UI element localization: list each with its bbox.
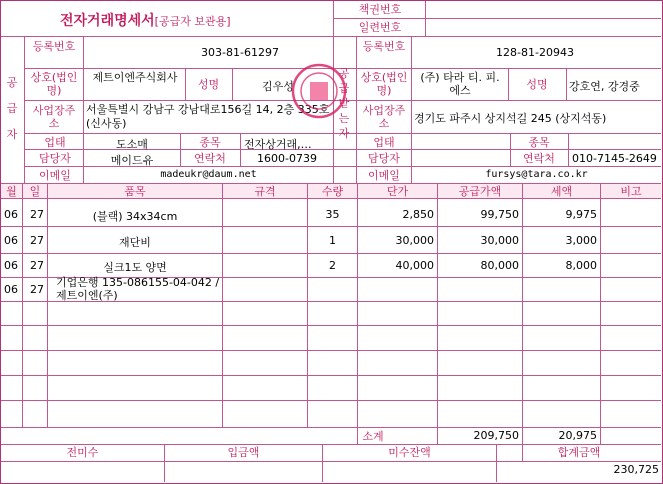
col-day: 일 bbox=[29, 185, 41, 198]
supplier-name: 제트이엔주식회사 bbox=[92, 71, 178, 84]
row-month: 06 bbox=[4, 208, 18, 221]
row-day: 27 bbox=[30, 283, 44, 296]
row-item: 기업은행 135-086155-04-042 / 제트이엔(주) bbox=[56, 276, 220, 302]
col-supply: 공급가액 bbox=[458, 185, 502, 198]
receiver-side-label: 공급받는자 bbox=[338, 67, 350, 140]
row-qty: 35 bbox=[325, 208, 340, 221]
row-supply: 80,000 bbox=[480, 259, 519, 272]
row-month: 06 bbox=[4, 283, 18, 296]
unpaid-label: 전미수 bbox=[66, 446, 99, 459]
row-item: (블랙) 34x34cm bbox=[92, 210, 178, 223]
row-supply: 30,000 bbox=[480, 234, 519, 247]
col-note: 비고 bbox=[620, 185, 642, 198]
supplier-manager-label: 담당자 bbox=[39, 152, 71, 165]
supplier-email: madeukr@daum.net bbox=[160, 169, 257, 180]
row-item: 실크1도 양면 bbox=[103, 261, 167, 274]
supplier-phone-label: 연락처 bbox=[194, 152, 226, 165]
row-day: 27 bbox=[30, 208, 44, 221]
row-tax: 9,975 bbox=[565, 208, 597, 221]
supplier-reg-label: 등록번호 bbox=[32, 40, 76, 53]
receiver-ceo-label: 성명 bbox=[526, 78, 548, 91]
supplier-phone: 1600-0739 bbox=[257, 152, 317, 165]
col-tax: 세액 bbox=[550, 185, 573, 198]
balance-label: 미수잔액 bbox=[388, 446, 431, 459]
subtotal-tax: 20,975 bbox=[558, 429, 597, 442]
receiver-phone-label: 연락처 bbox=[523, 152, 555, 165]
receiver-addr: 경기도 파주시 상지석길 245 (상지석동) bbox=[414, 112, 607, 125]
col-price: 단가 bbox=[386, 185, 409, 198]
receiver-email: fursys@tara.co.kr bbox=[485, 169, 588, 180]
row-price: 2,850 bbox=[402, 208, 434, 221]
receiver-item-label: 종목 bbox=[528, 136, 550, 149]
total-label: 합계금액 bbox=[557, 446, 601, 459]
subtotal-label: 소계 bbox=[362, 430, 384, 443]
supplier-email-label: 이메일 bbox=[39, 169, 71, 182]
supplier-biz-type: 도소매 bbox=[116, 138, 148, 151]
row-tax: 8,000 bbox=[565, 259, 597, 272]
subtotal-supply: 209,750 bbox=[473, 429, 519, 442]
supplier-addr-label: 사업장주소 bbox=[32, 104, 76, 130]
row-qty: 1 bbox=[329, 234, 336, 247]
receiver-name-label: 상호(법인명) bbox=[360, 71, 408, 97]
deposit-label: 입금액 bbox=[227, 446, 260, 459]
supplier-item-label: 종목 bbox=[199, 136, 221, 149]
row-month: 06 bbox=[4, 259, 18, 272]
row-qty: 2 bbox=[329, 259, 336, 272]
receiver-manager-label: 담당자 bbox=[368, 152, 400, 165]
col-qty: 수량 bbox=[321, 185, 344, 198]
total-amount: 230,725 bbox=[613, 463, 659, 476]
receiver-reg-label: 등록번호 bbox=[362, 40, 406, 53]
receiver-ceo: 강호연, 강경중 bbox=[569, 80, 640, 93]
doc-title: 전자거래명세서[공급자 보관용] bbox=[60, 13, 231, 29]
supplier-reg: 303-81-61297 bbox=[201, 46, 279, 59]
receiver-name: (주) 타라 티. 피. 에스 bbox=[420, 71, 500, 97]
row-month: 06 bbox=[4, 234, 18, 247]
supplier-item: 전자상거래,… bbox=[244, 138, 312, 151]
supplier-side-label: 공급자 bbox=[6, 76, 18, 141]
receiver-phone: 010-7145-2649 bbox=[572, 152, 657, 165]
supplier-ceo: 김우성 bbox=[262, 80, 294, 93]
row-day: 27 bbox=[30, 234, 44, 247]
supplier-ceo-label: 성명 bbox=[197, 78, 220, 91]
row-price: 30,000 bbox=[395, 234, 434, 247]
row-tax: 3,000 bbox=[565, 234, 597, 247]
serial-label: 일련번호 bbox=[358, 21, 402, 34]
col-item: 품목 bbox=[124, 185, 146, 198]
receiver-email-label: 이메일 bbox=[368, 169, 400, 182]
book-no-label: 책권번호 bbox=[358, 3, 402, 16]
row-day: 27 bbox=[30, 259, 44, 272]
supplier-biz-type-label: 업태 bbox=[44, 136, 66, 149]
supplier-manager: 메이드유 bbox=[110, 154, 154, 167]
col-spec: 규격 bbox=[254, 185, 276, 198]
row-item: 재단비 bbox=[119, 236, 151, 249]
receiver-biz-type-label: 업태 bbox=[373, 136, 395, 149]
row-price: 40,000 bbox=[395, 259, 434, 272]
company-seal bbox=[290, 62, 348, 120]
row-supply: 99,750 bbox=[480, 208, 519, 221]
col-month: 월 bbox=[6, 185, 17, 198]
receiver-addr-label: 사업장주소 bbox=[362, 104, 406, 130]
receiver-reg: 128-81-20943 bbox=[496, 46, 574, 59]
supplier-addr: 서울특별시 강남구 강남대로156길 14, 2층 335호(신사동) bbox=[86, 103, 330, 130]
supplier-name-label: 상호(법인명) bbox=[30, 71, 78, 97]
